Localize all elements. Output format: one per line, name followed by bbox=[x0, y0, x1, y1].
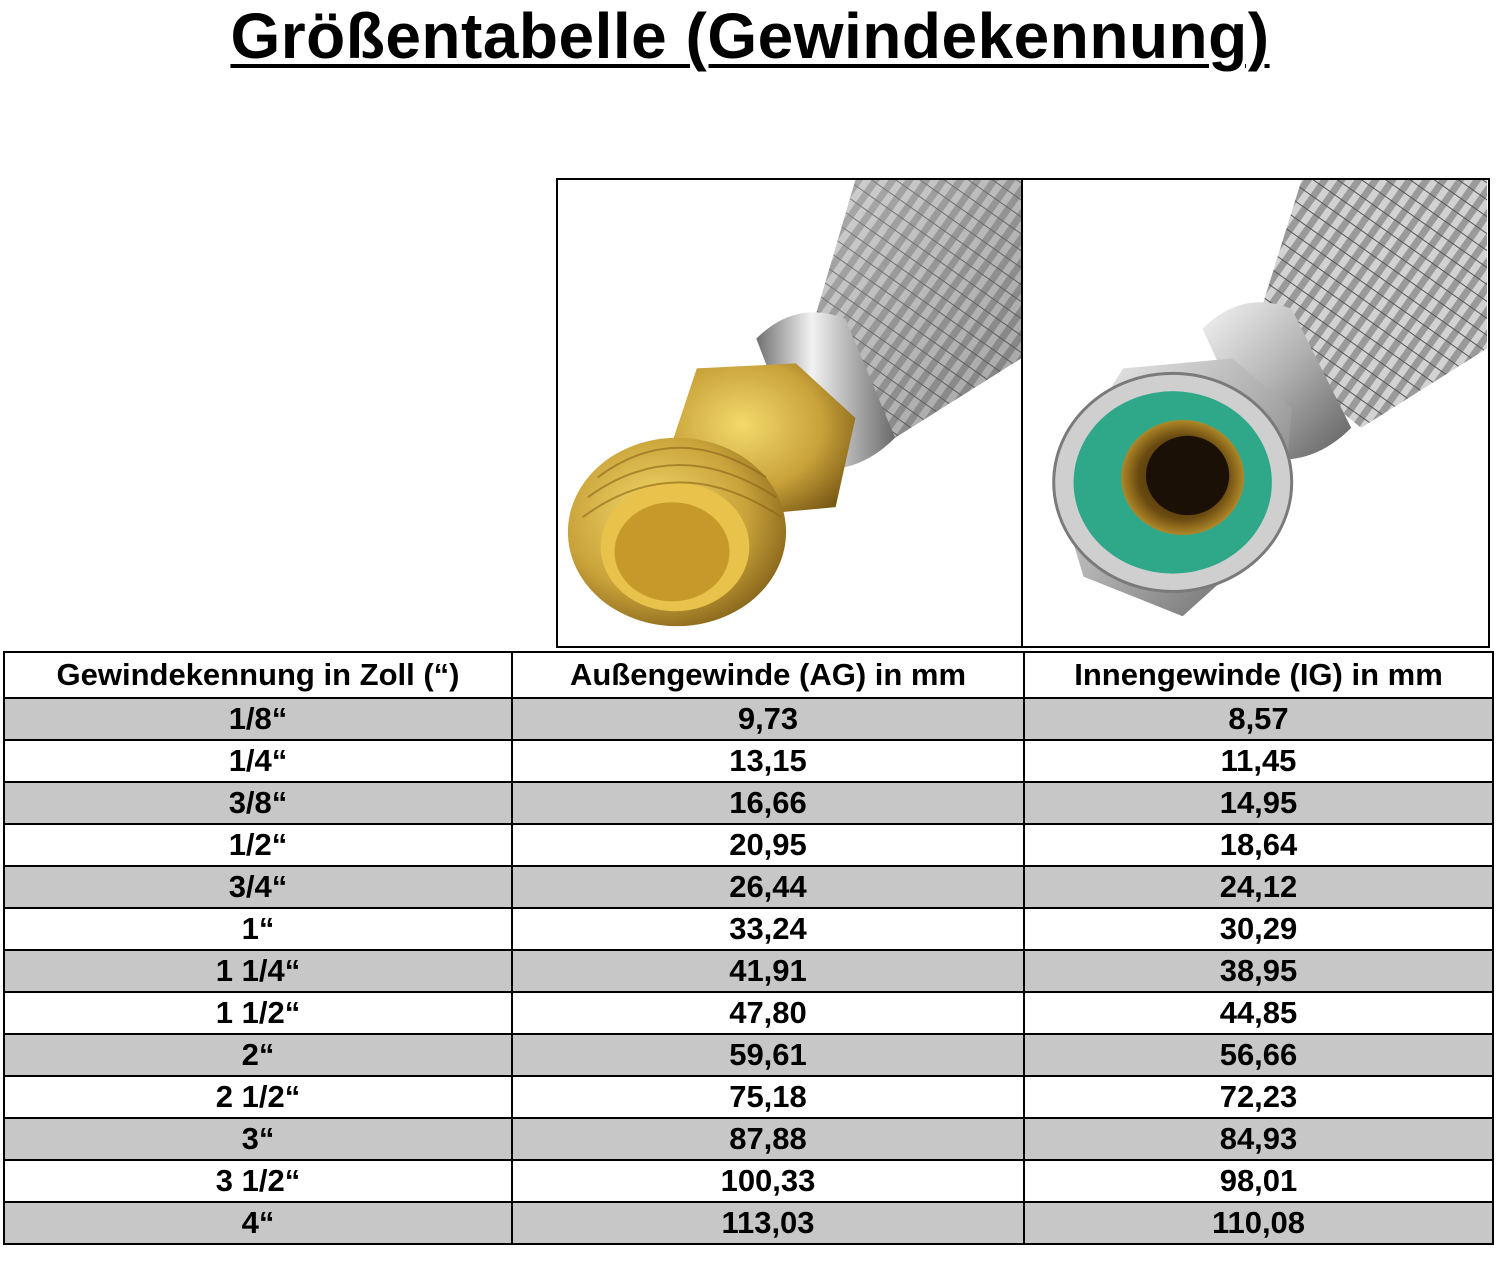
page-title-text: Größentabelle (Gewindekennung) bbox=[230, 0, 1270, 72]
table-header-row bbox=[4, 652, 1493, 698]
table-row bbox=[4, 992, 1493, 1034]
external-thread-cell: 16,66 bbox=[512, 782, 1024, 824]
internal-thread-cell: 14,95 bbox=[1024, 782, 1493, 824]
internal-thread-cell: 38,95 bbox=[1024, 950, 1493, 992]
thread-size-cell: 3/4“ bbox=[4, 866, 512, 908]
table-row bbox=[4, 1202, 1493, 1244]
thread-size-table bbox=[3, 651, 1494, 1245]
table-row bbox=[4, 740, 1493, 782]
table-row bbox=[4, 1160, 1493, 1202]
thread-size-cell: 3/8“ bbox=[4, 782, 512, 824]
thread-size-cell: 1“ bbox=[4, 908, 512, 950]
column-header-thread-size: Gewindekennung in Zoll (“) bbox=[4, 652, 512, 698]
internal-thread-cell: 30,29 bbox=[1024, 908, 1493, 950]
table-row bbox=[4, 782, 1493, 824]
internal-thread-cell: 11,45 bbox=[1024, 740, 1493, 782]
table-row bbox=[4, 866, 1493, 908]
male-thread-fitting-icon bbox=[558, 180, 1021, 646]
thread-size-cell: 1/4“ bbox=[4, 740, 512, 782]
internal-thread-cell: 84,93 bbox=[1024, 1118, 1493, 1160]
table-row bbox=[4, 950, 1493, 992]
external-thread-cell: 13,15 bbox=[512, 740, 1024, 782]
internal-thread-cell: 8,57 bbox=[1024, 698, 1493, 740]
thread-size-cell: 1/8“ bbox=[4, 698, 512, 740]
thread-size-cell: 1/2“ bbox=[4, 824, 512, 866]
external-thread-cell: 113,03 bbox=[512, 1202, 1024, 1244]
thread-size-cell: 1 1/4“ bbox=[4, 950, 512, 992]
internal-thread-cell: 110,08 bbox=[1024, 1202, 1493, 1244]
thread-size-cell: 2 1/2“ bbox=[4, 1076, 512, 1118]
internal-thread-cell: 72,23 bbox=[1024, 1076, 1493, 1118]
external-thread-cell: 9,73 bbox=[512, 698, 1024, 740]
internal-thread-cell: 98,01 bbox=[1024, 1160, 1493, 1202]
table-row bbox=[4, 1076, 1493, 1118]
external-thread-cell: 41,91 bbox=[512, 950, 1024, 992]
external-thread-cell: 20,95 bbox=[512, 824, 1024, 866]
female-thread-fitting-icon bbox=[1023, 180, 1488, 646]
thread-size-cell: 3“ bbox=[4, 1118, 512, 1160]
external-thread-cell: 100,33 bbox=[512, 1160, 1024, 1202]
internal-thread-cell: 24,12 bbox=[1024, 866, 1493, 908]
external-thread-cell: 33,24 bbox=[512, 908, 1024, 950]
page-title bbox=[0, 0, 1500, 80]
external-thread-cell: 59,61 bbox=[512, 1034, 1024, 1076]
male-thread-fitting-image bbox=[556, 178, 1023, 648]
table-row bbox=[4, 824, 1493, 866]
internal-thread-cell: 56,66 bbox=[1024, 1034, 1493, 1076]
table-row bbox=[4, 908, 1493, 950]
thread-size-cell: 2“ bbox=[4, 1034, 512, 1076]
table-row bbox=[4, 1118, 1493, 1160]
product-images bbox=[556, 178, 1490, 648]
external-thread-cell: 26,44 bbox=[512, 866, 1024, 908]
column-header-internal-thread: Innengewinde (IG) in mm bbox=[1024, 652, 1493, 698]
internal-thread-cell: 18,64 bbox=[1024, 824, 1493, 866]
internal-thread-cell: 44,85 bbox=[1024, 992, 1493, 1034]
column-header-external-thread: Außengewinde (AG) in mm bbox=[512, 652, 1024, 698]
external-thread-cell: 87,88 bbox=[512, 1118, 1024, 1160]
external-thread-cell: 75,18 bbox=[512, 1076, 1024, 1118]
table-row bbox=[4, 698, 1493, 740]
external-thread-cell: 47,80 bbox=[512, 992, 1024, 1034]
thread-size-cell: 4“ bbox=[4, 1202, 512, 1244]
thread-size-cell: 1 1/2“ bbox=[4, 992, 512, 1034]
female-thread-fitting-image bbox=[1023, 178, 1490, 648]
table-row bbox=[4, 1034, 1493, 1076]
thread-size-cell: 3 1/2“ bbox=[4, 1160, 512, 1202]
